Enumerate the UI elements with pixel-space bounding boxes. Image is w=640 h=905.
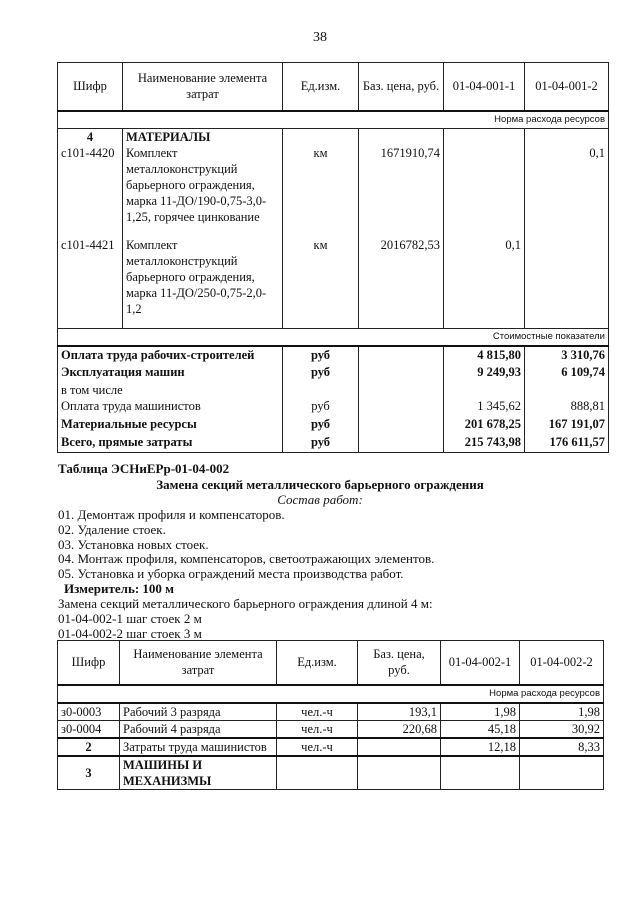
row-name: Рабочий 3 разряда (120, 703, 277, 721)
header-code: Шифр (58, 641, 120, 685)
total-unit (283, 382, 359, 398)
row-code: 2 (58, 738, 120, 756)
row-unit: км (283, 145, 359, 237)
table-header-row (58, 641, 604, 685)
section-title: МАТЕРИАЛЫ (123, 128, 283, 145)
row-unit: чел.-ч (277, 703, 358, 721)
norm-label-row (58, 685, 604, 703)
row-value-2 (525, 237, 609, 329)
row-value-2 (520, 756, 604, 790)
header-price: Баз. цена, руб. (358, 641, 441, 685)
total-name: Материальные ресурсы (58, 416, 283, 434)
header-col2: 01-04-002-2 (520, 641, 604, 685)
cost-label-row (58, 329, 609, 347)
work-step: 04. Монтаж профиля, компенсаторов, светоотражающих элементов. (58, 551, 435, 566)
row-name: Затраты труда машинистов (120, 738, 277, 756)
norm-label: Норма расхода ресурсов (58, 685, 604, 703)
row-price: 193,1 (358, 703, 441, 721)
work-step: 01. Демонтаж профиля и компенсаторов. (58, 507, 285, 522)
table-row (58, 703, 604, 721)
header-col1: 01-04-001-1 (444, 63, 525, 111)
composition-heading: Состав работ: (277, 492, 363, 507)
header-code: Шифр (58, 63, 123, 111)
row-code: с101-4420 (58, 145, 123, 237)
row-unit: чел.-ч (277, 738, 358, 756)
total-row (58, 416, 609, 434)
total-value-1: 215 743,98 (444, 434, 525, 452)
row-value-2: 8,33 (520, 738, 604, 756)
total-row (58, 382, 609, 398)
table-row (58, 738, 604, 756)
row-name: Комплект металлоконструкций барьерного ограждения, марка 11-ДО/190-0,75-3,0-1,25, горячее цинкование (123, 145, 283, 237)
total-unit: руб (283, 416, 359, 434)
total-name: Оплата труда рабочих-строителей (58, 346, 283, 364)
row-unit: чел.-ч (277, 720, 358, 738)
variant: 01-04-002-1 шаг стоек 2 м (58, 611, 202, 626)
table-row (58, 145, 609, 237)
row-price: 2016782,53 (359, 237, 444, 329)
row-unit (277, 756, 358, 790)
header-col2: 01-04-001-2 (525, 63, 609, 111)
row-value-2: 1,98 (520, 703, 604, 721)
total-name: Эксплуатация машин (58, 364, 283, 382)
total-value-1: 1 345,62 (444, 398, 525, 416)
row-value-1: 45,18 (441, 720, 520, 738)
variant: 01-04-002-2 шаг стоек 3 м (58, 626, 202, 641)
row-price: 220,68 (358, 720, 441, 738)
total-value-2: 3 310,76 (525, 346, 609, 364)
total-unit: руб (283, 434, 359, 452)
meter: Измеритель: 100 м (64, 581, 175, 596)
total-unit: руб (283, 346, 359, 364)
row-name: МАШИНЫ И МЕХАНИЗМЫ (120, 756, 277, 790)
row-price: 1671910,74 (359, 145, 444, 237)
total-value-1 (444, 382, 525, 398)
table-row (58, 756, 604, 790)
norm-label-row (58, 111, 609, 129)
row-price (358, 756, 441, 790)
row-value-1 (444, 145, 525, 237)
page-number: 38 (313, 30, 327, 45)
total-value-1: 4 815,80 (444, 346, 525, 364)
row-unit: км (283, 237, 359, 329)
work-step: 02. Удаление стоек. (58, 522, 166, 537)
table-row (58, 720, 604, 738)
header-name: Наименование элемента затрат (120, 641, 277, 685)
row-price (358, 738, 441, 756)
row-value-1: 1,98 (441, 703, 520, 721)
total-row (58, 346, 609, 364)
cost-label: Стоимостные показатели (58, 329, 609, 347)
row-code: с101-4421 (58, 237, 123, 329)
row-value-1: 12,18 (441, 738, 520, 756)
total-name: Всего, прямые затраты (58, 434, 283, 452)
section-title: Замена секций металлического барьерного ограждения (156, 477, 484, 492)
total-unit: руб (283, 364, 359, 382)
total-value-2 (525, 382, 609, 398)
total-value-2: 176 611,57 (525, 434, 609, 452)
row-value-2: 30,92 (520, 720, 604, 738)
row-code: з0-0004 (58, 720, 120, 738)
total-name: в том числе (58, 382, 283, 398)
section-number: 4 (58, 128, 123, 145)
header-name: Наименование элемента затрат (123, 63, 283, 111)
total-row (58, 398, 609, 416)
description: Замена секций металлического барьерного ограждения длиной 4 м: (58, 596, 433, 611)
norm-label: Норма расхода ресурсов (58, 111, 609, 129)
table-row (58, 237, 609, 329)
row-value-1 (441, 756, 520, 790)
table-code: Таблица ЭСНиЕРр-01-04-002 (58, 461, 230, 476)
total-value-1: 9 249,93 (444, 364, 525, 382)
section-row (58, 128, 609, 145)
row-name: Рабочий 4 разряда (120, 720, 277, 738)
header-unit: Ед.изм. (277, 641, 358, 685)
header-col1: 01-04-002-1 (441, 641, 520, 685)
total-value-2: 6 109,74 (525, 364, 609, 382)
resources-table-2 (57, 640, 604, 790)
header-unit: Ед.изм. (283, 63, 359, 111)
row-value-2: 0,1 (525, 145, 609, 237)
work-step: 03. Установка новых стоек. (58, 537, 209, 552)
total-unit: руб (283, 398, 359, 416)
total-row (58, 434, 609, 452)
work-step: 05. Установка и уборка ограждений места производства работ. (58, 566, 404, 581)
total-row (58, 364, 609, 382)
row-code: 3 (58, 756, 120, 790)
total-value-2: 167 191,07 (525, 416, 609, 434)
row-name: Комплект металлоконструкций барьерного ограждения, марка 11-ДО/250-0,75-2,0-1,2 (123, 237, 283, 329)
total-value-1: 201 678,25 (444, 416, 525, 434)
row-value-1: 0,1 (444, 237, 525, 329)
total-value-2: 888,81 (525, 398, 609, 416)
resources-table-1 (57, 62, 609, 453)
header-price: Баз. цена, руб. (359, 63, 444, 111)
total-name: Оплата труда машинистов (58, 398, 283, 416)
table-header-row (58, 63, 609, 111)
row-code: з0-0003 (58, 703, 120, 721)
